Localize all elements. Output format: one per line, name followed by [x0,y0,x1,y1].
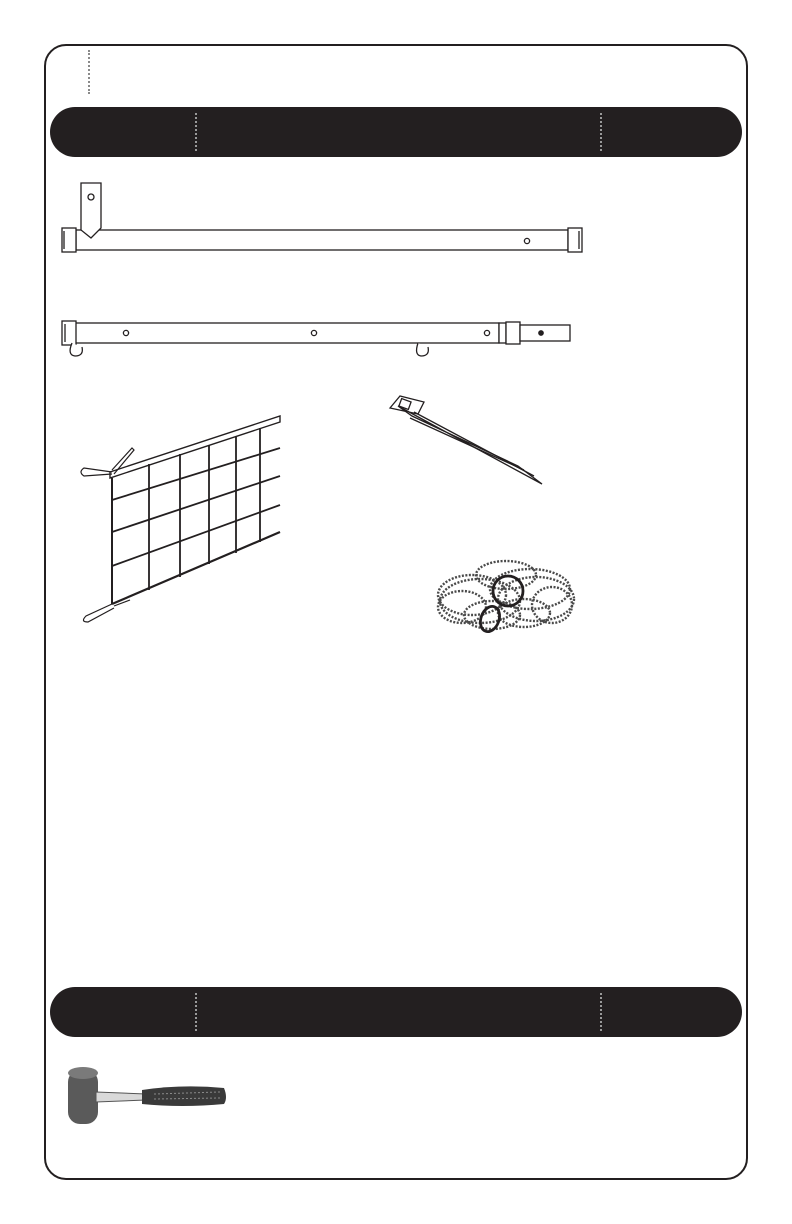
top-dotted-divider [88,50,90,94]
tools-section-bar [50,987,742,1037]
crossbar-icon [58,316,578,361]
bar-divider-left [195,113,197,151]
parts-section-bar [50,107,742,157]
stake-icon [384,388,550,490]
pole-bracket-icon [58,178,588,256]
mallet-icon [62,1064,230,1126]
bar-divider-left [195,993,197,1031]
rope-icon [432,555,580,637]
bar-divider-right [600,993,602,1031]
bar-divider-right [600,113,602,151]
net-icon [72,408,284,630]
